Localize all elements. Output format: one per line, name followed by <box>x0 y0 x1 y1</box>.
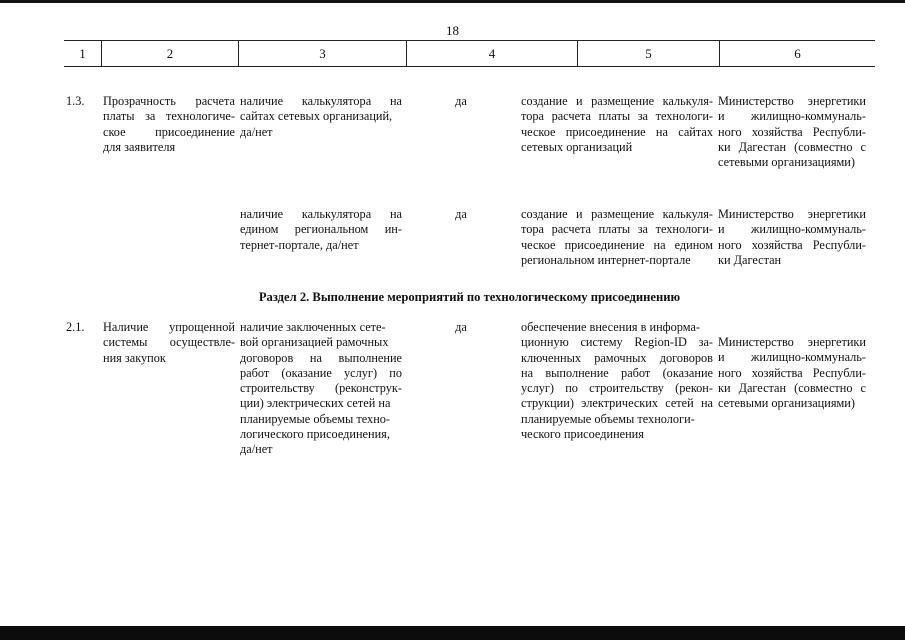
column-header-6: 6 <box>719 41 875 66</box>
row-measure: обеспечение внесения в информа- ционную систему Region-ID за- ключенных рамочных договоров на выполнение работ (оказание услуг) по строительству (рекон- струкции) электрических сетей на планируемые объемы технологи- ческого присоединения <box>521 320 713 442</box>
row-responsible: Министерство энергетики и жилищно-коммуналь- ного хозяйства Республи- ки Дагестан <box>718 207 866 267</box>
column-header-4: 4 <box>406 41 577 66</box>
row-indicator: наличие калькулятора на сайтах сетевых организаций, да/нет <box>240 94 402 139</box>
section-title: Раздел 2. Выполнение мероприятий по технологическому присоединению <box>258 290 681 304</box>
row-name: Наличие упрощенной системы осуществле- ния закупок <box>103 320 235 365</box>
column-header-1: 1 <box>79 46 86 61</box>
row-responsible: Министерство энергетики и жилищно-коммуналь- ного хозяйства Республи- ки Дагестан (совместно с сетевыми организациями) <box>718 335 866 411</box>
scan-bottom-edge <box>0 626 905 640</box>
row-value: да <box>455 320 467 334</box>
column-header-2: 2 <box>101 41 238 66</box>
row-indicator: наличие калькулятора на едином региональном ин- тернет-портале, да/нет <box>240 207 402 252</box>
row-measure: создание и размещение калькуля- тора расчета платы за технологи- ческое присоединение на сайтах сетевых организаций <box>521 94 713 154</box>
row-name: Прозрачность расчета платы за технологиче- ское присоединение для заявителя <box>103 94 235 154</box>
row-indicator: наличие заключенных сете- вой организацией рамочных договоров на выполнение работ (оказание услуг) по строительству (реконструк- ции) электрических сетей на планируемые объемы техно- логического присоединения, да/нет <box>240 320 402 457</box>
column-header-5: 5 <box>577 41 719 66</box>
row-value: да <box>455 94 467 108</box>
column-header-3: 3 <box>238 41 406 66</box>
row-responsible: Министерство энергетики и жилищно-коммуналь- ного хозяйства Республи- ки Дагестан (совместно с сетевыми организациями) <box>718 94 866 170</box>
row-value: да <box>455 207 467 221</box>
scan-top-edge <box>0 0 905 3</box>
row-number: 2.1. <box>66 320 85 334</box>
page-number: 18 <box>446 23 459 38</box>
table-column-headers <box>64 40 875 67</box>
row-measure: создание и размещение калькуля- тора расчета платы за технологи- ческое присоединение на едином региональном интернет-портале <box>521 207 713 267</box>
row-number: 1.3. <box>66 94 85 108</box>
